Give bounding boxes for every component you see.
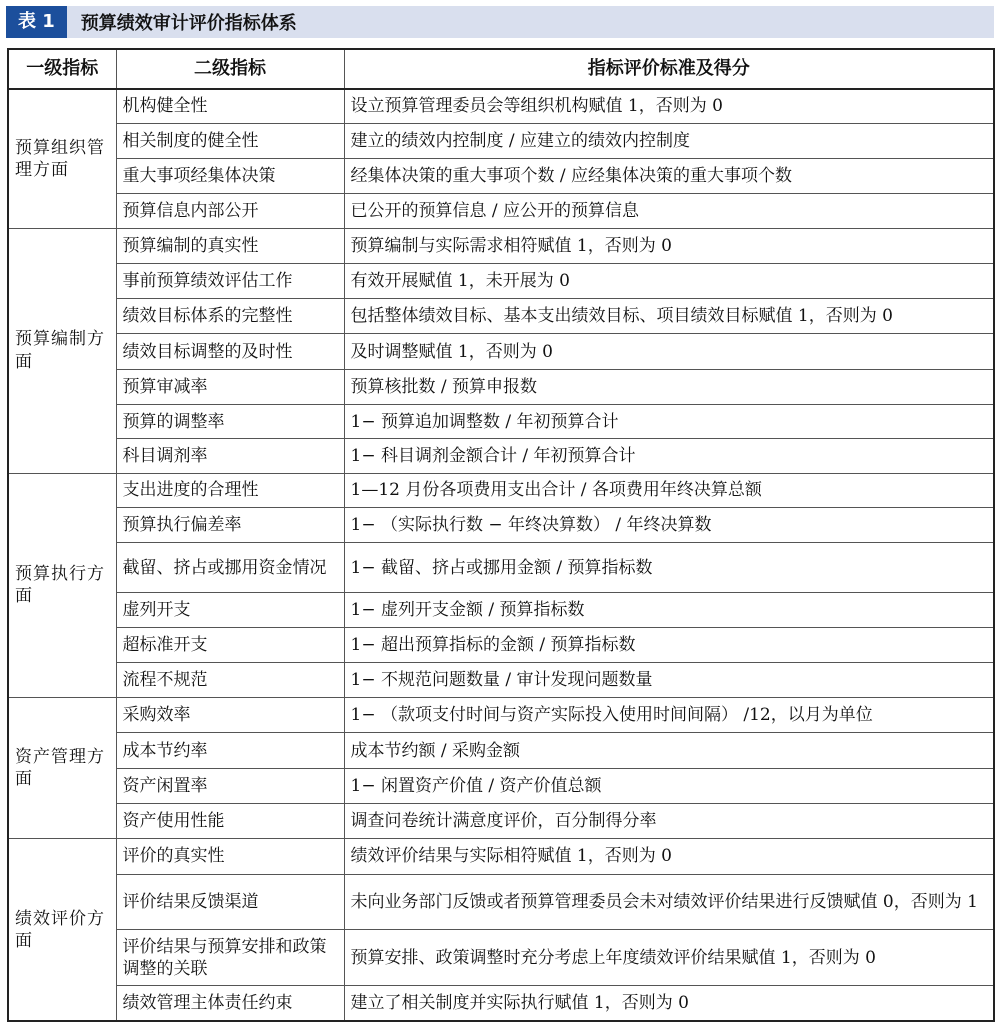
table-row — [8, 194, 994, 228]
criteria-cell: 1− 截留、挤占或挪用金额 / 预算指标数 — [344, 543, 994, 593]
column-header-level2: 二级指标 — [116, 49, 344, 89]
table-row — [8, 804, 994, 839]
table-row — [8, 123, 994, 158]
level2-indicator-cell: 预算审减率 — [116, 369, 344, 404]
table-row — [8, 985, 994, 1021]
table-row — [8, 930, 994, 986]
criteria-cell: 有效开展赋值 1，未开展为 0 — [344, 263, 994, 298]
criteria-cell: 1− 超出预算指标的金额 / 预算指标数 — [344, 627, 994, 662]
table-row — [8, 159, 994, 194]
table-row — [8, 839, 994, 874]
table-row — [8, 473, 994, 507]
column-header-level1: 一级指标 — [8, 49, 116, 89]
table-row — [8, 627, 994, 662]
table-row — [8, 369, 994, 404]
level1-indicator-cell: 预算组织管理方面 — [8, 89, 116, 228]
criteria-cell: 成本节约额 / 采购金额 — [344, 733, 994, 768]
criteria-cell: 1− （款项支付时间与资产实际投入使用时间间隔） /12，以月为单位 — [344, 698, 994, 733]
level2-indicator-cell: 科目调剂率 — [116, 439, 344, 473]
level2-indicator-cell: 评价的真实性 — [116, 839, 344, 874]
criteria-cell: 已公开的预算信息 / 应公开的预算信息 — [344, 194, 994, 228]
level2-indicator-cell: 绩效目标调整的及时性 — [116, 334, 344, 369]
criteria-cell: 包括整体绩效目标、基本支出绩效目标、项目绩效目标赋值 1，否则为 0 — [344, 299, 994, 334]
table-row — [8, 733, 994, 768]
level2-indicator-cell: 评价结果与预算安排和政策调整的关联 — [116, 930, 344, 986]
criteria-cell: 建立了相关制度并实际执行赋值 1，否则为 0 — [344, 985, 994, 1021]
criteria-cell: 1− 闲置资产价值 / 资产价值总额 — [344, 768, 994, 803]
table-row — [8, 299, 994, 334]
level2-indicator-cell: 预算编制的真实性 — [116, 228, 344, 263]
level2-indicator-cell: 重大事项经集体决策 — [116, 159, 344, 194]
criteria-cell: 调查问卷统计满意度评价，百分制得分率 — [344, 804, 994, 839]
level2-indicator-cell: 截留、挤占或挪用资金情况 — [116, 543, 344, 593]
table-row — [8, 439, 994, 473]
level2-indicator-cell: 预算的调整率 — [116, 405, 344, 439]
criteria-cell: 建立的绩效内控制度 / 应建立的绩效内控制度 — [344, 123, 994, 158]
table-row — [8, 334, 994, 369]
level2-indicator-cell: 绩效目标体系的完整性 — [116, 299, 344, 334]
criteria-cell: 1—12 月份各项费用支出合计 / 各项费用年终决算总额 — [344, 473, 994, 507]
table-row — [8, 89, 994, 123]
level2-indicator-cell: 预算执行偏差率 — [116, 507, 344, 542]
table-row — [8, 263, 994, 298]
table-row — [8, 507, 994, 542]
table-title-bar — [6, 6, 994, 38]
level2-indicator-cell: 虚列开支 — [116, 593, 344, 627]
criteria-cell: 1− 虚列开支金额 / 预算指标数 — [344, 593, 994, 627]
level2-indicator-cell: 流程不规范 — [116, 662, 344, 697]
criteria-cell: 及时调整赋值 1，否则为 0 — [344, 334, 994, 369]
level2-indicator-cell: 绩效管理主体责任约束 — [116, 985, 344, 1021]
column-header-criteria: 指标评价标准及得分 — [344, 49, 994, 89]
level2-indicator-cell: 相关制度的健全性 — [116, 123, 344, 158]
criteria-cell: 预算编制与实际需求相符赋值 1，否则为 0 — [344, 228, 994, 263]
table-row — [8, 405, 994, 439]
level2-indicator-cell: 资产使用性能 — [116, 804, 344, 839]
table-number-label: 表 1 — [6, 6, 67, 38]
level1-indicator-cell: 预算编制方面 — [8, 228, 116, 473]
criteria-cell: 未向业务部门反馈或者预算管理委员会未对绩效评价结果进行反馈赋值 0，否则为 1 — [344, 874, 994, 930]
header-row — [8, 49, 994, 89]
criteria-cell: 设立预算管理委员会等组织机构赋值 1，否则为 0 — [344, 89, 994, 123]
indicator-table — [7, 48, 995, 1022]
table-title: 预算绩效审计评价指标体系 — [80, 13, 297, 34]
level2-indicator-cell: 评价结果反馈渠道 — [116, 874, 344, 930]
criteria-cell: 1− 预算追加调整数 / 年初预算合计 — [344, 405, 994, 439]
table-row — [8, 698, 994, 733]
criteria-cell: 预算安排、政策调整时充分考虑上年度绩效评价结果赋值 1，否则为 0 — [344, 930, 994, 986]
level2-indicator-cell: 预算信息内部公开 — [116, 194, 344, 228]
level2-indicator-cell: 事前预算绩效评估工作 — [116, 263, 344, 298]
criteria-cell: 预算核批数 / 预算申报数 — [344, 369, 994, 404]
criteria-cell: 绩效评价结果与实际相符赋值 1，否则为 0 — [344, 839, 994, 874]
level2-indicator-cell: 机构健全性 — [116, 89, 344, 123]
level2-indicator-cell: 采购效率 — [116, 698, 344, 733]
criteria-cell: 1− （实际执行数 − 年终决算数） / 年终决算数 — [344, 507, 994, 542]
criteria-cell: 1− 不规范问题数量 / 审计发现问题数量 — [344, 662, 994, 697]
table-row — [8, 768, 994, 803]
level1-indicator-cell: 预算执行方面 — [8, 473, 116, 698]
level1-indicator-cell: 资产管理方面 — [8, 698, 116, 839]
table-row — [8, 228, 994, 263]
table-row — [8, 874, 994, 930]
table-body — [8, 89, 994, 1021]
table-row — [8, 543, 994, 593]
level2-indicator-cell: 支出进度的合理性 — [116, 473, 344, 507]
criteria-cell: 1− 科目调剂金额合计 / 年初预算合计 — [344, 439, 994, 473]
table-row — [8, 593, 994, 627]
level2-indicator-cell: 资产闲置率 — [116, 768, 344, 803]
level2-indicator-cell: 成本节约率 — [116, 733, 344, 768]
table-row — [8, 662, 994, 697]
level1-indicator-cell: 绩效评价方面 — [8, 839, 116, 1021]
level2-indicator-cell: 超标准开支 — [116, 627, 344, 662]
criteria-cell: 经集体决策的重大事项个数 / 应经集体决策的重大事项个数 — [344, 159, 994, 194]
